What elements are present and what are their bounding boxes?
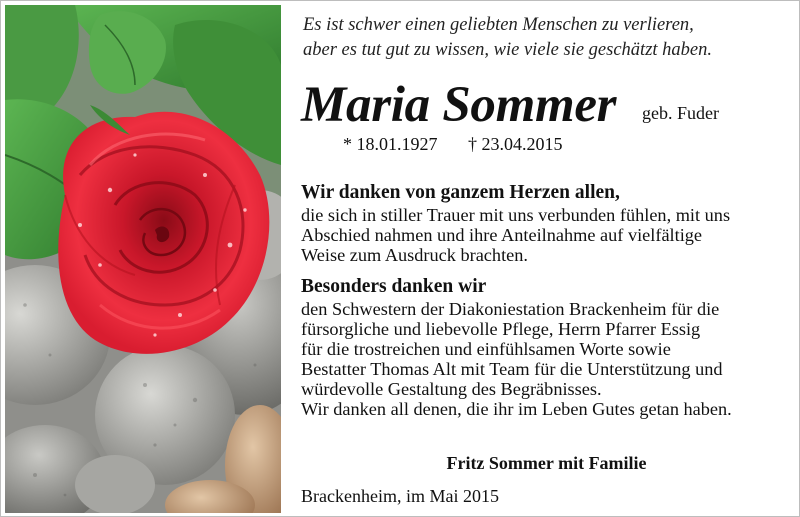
death-date: † 23.04.2015 <box>468 134 563 154</box>
life-dates <box>343 134 563 155</box>
thanks-special-line: fürsorgliche und liebevolle Pflege, Herrn Pfarrer Essig <box>301 319 701 339</box>
thanks-special-heading: Besonders danken wir <box>301 276 487 297</box>
quote-line: Es ist schwer einen geliebten Menschen zu verlieren, <box>303 15 694 35</box>
thanks-special-line: Wir danken all denen, die ihr im Leben Gutes getan haben. <box>301 399 732 419</box>
rose-photo <box>5 5 281 513</box>
thanks-special-line: den Schwestern der Diakoniestation Brackenheim für die <box>301 299 720 319</box>
maiden-name: geb. Fuder <box>642 103 719 123</box>
thanks-special-line: Bestatter Thomas Alt mit Team für die Unterstützung und <box>301 359 723 379</box>
place-and-date: Brackenheim, im Mai 2015 <box>301 486 499 506</box>
deceased-name: Maria Sommer <box>301 77 617 133</box>
thanks-all-line: Weise zum Ausdruck brachten. <box>301 245 528 265</box>
memorial-quote <box>303 13 783 63</box>
thanks-all-line: Abschied nahmen und ihre Anteilnahme auf vielfältige <box>301 225 703 245</box>
thanks-all-section <box>301 181 791 265</box>
birth-date: * 18.01.1927 <box>343 134 438 154</box>
thanks-special-line: für die trostreichen und einfühlsamen Worte sowie <box>301 339 671 359</box>
family-signature: Fritz Sommer mit Familie <box>446 453 647 473</box>
thanks-special-line: würdevolle Gestaltung des Begräbnisses. <box>301 379 602 399</box>
thanks-all-line: die sich in stiller Trauer mit uns verbunden fühlen, mit uns <box>301 205 731 225</box>
thanks-special-section <box>301 275 791 419</box>
rose-on-stones-illustration <box>5 5 281 513</box>
thanks-all-heading: Wir danken von ganzem Herzen allen, <box>301 182 620 203</box>
quote-line: aber es tut gut zu wissen, wie viele sie geschätzt haben. <box>303 40 712 60</box>
